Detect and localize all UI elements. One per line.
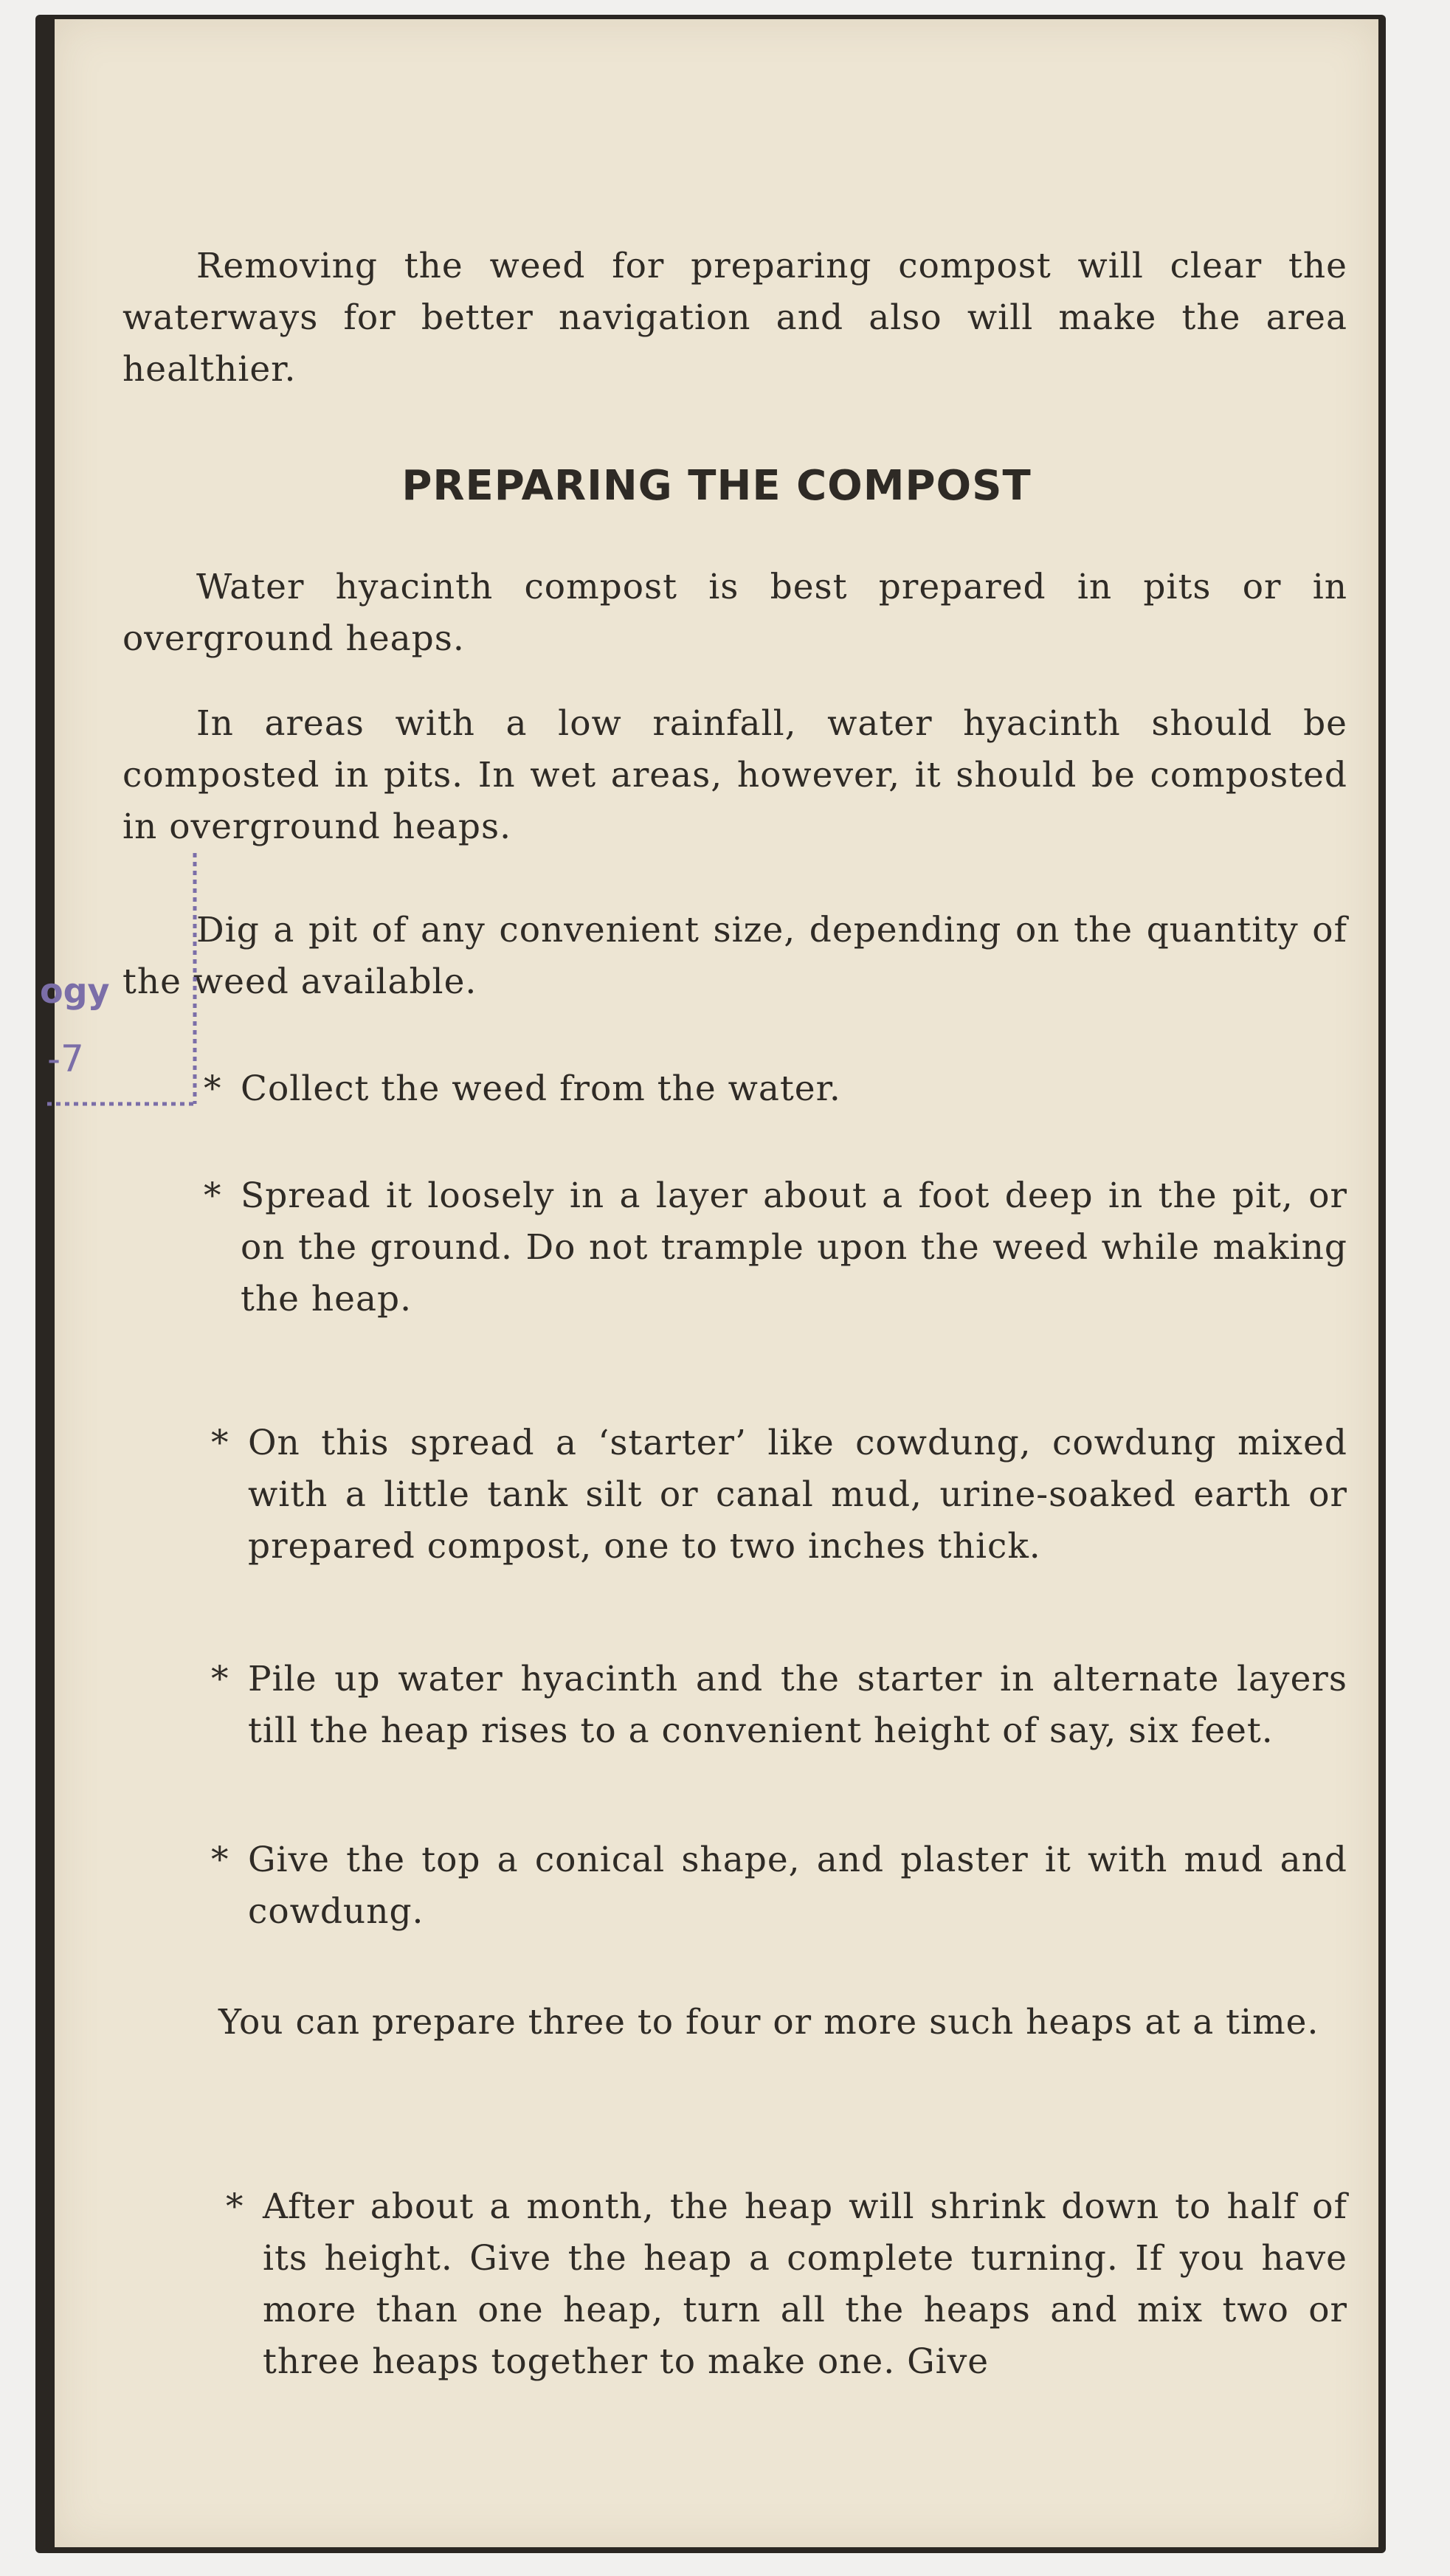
- step-text: After about a month, the heap will shrink down to half of its height. Give the heap a complete turning. If you have more than one heap, turn all the heaps and mix two or three heaps together to make one. Give: [263, 2186, 1347, 2382]
- bullet-star: *: [226, 2186, 244, 2227]
- step-text: Collect the weed from the water.: [241, 1068, 841, 1109]
- section-heading: PREPARING THE COMPOST: [401, 462, 1032, 510]
- step-text: Pile up water hyacinth and the starter in alternate layers till the heap rises to a convenient height of say, six feet.: [248, 1659, 1347, 1751]
- paragraph-heaps-at-a-time: You can prepare three to four or more such heaps at a time.: [218, 2002, 1319, 2043]
- paragraph-rainfall: In areas with a low rainfall, water hyacinth should be composted in pits. In wet areas, however, it should be composted in overground heaps.: [122, 703, 1347, 847]
- step-text: On this spread a ‘starter’ like cowdung, cowdung mixed with a little tank silt or canal mud, urine-soaked earth or prepared compost, one to two inches thick.: [248, 1423, 1347, 1567]
- paragraph-pits-or-heaps: Water hyacinth compost is best prepared in pits or in overground heaps.: [122, 567, 1347, 659]
- step-collect-weed: [204, 1063, 1347, 1115]
- paragraph-dig-pit: Dig a pit of any convenient size, depending on the quantity of the weed available.: [122, 910, 1347, 1002]
- step-text: Spread it loosely in a layer about a foot deep in the pit, or on the ground. Do not trample upon the weed while making the heap.: [241, 1175, 1347, 1319]
- library-stamp: [40, 853, 224, 1119]
- step-turning: [226, 2181, 1347, 2388]
- bullet-star: *: [204, 1068, 222, 1109]
- intro-paragraph: Removing the weed for preparing compost will clear the waterways for better navigation and also will make the area healthier.: [122, 246, 1347, 390]
- bullet-star: *: [211, 1659, 229, 1699]
- bullet-star: *: [204, 1175, 222, 1216]
- step-pile-up: [211, 1654, 1347, 1757]
- bullet-star: *: [211, 1840, 229, 1880]
- step-spread-weed: [204, 1170, 1347, 1325]
- stamp-text-line2: -7: [47, 1037, 84, 1080]
- step-starter: [211, 1418, 1347, 1572]
- document-page: [40, 19, 1378, 2547]
- step-text: Give the top a conical shape, and plaster it with mud and cowdung.: [248, 1840, 1347, 1932]
- step-conical-top: [211, 1834, 1347, 1938]
- stamp-text-line1: ogy: [40, 971, 110, 1011]
- bullet-star: *: [211, 1423, 229, 1463]
